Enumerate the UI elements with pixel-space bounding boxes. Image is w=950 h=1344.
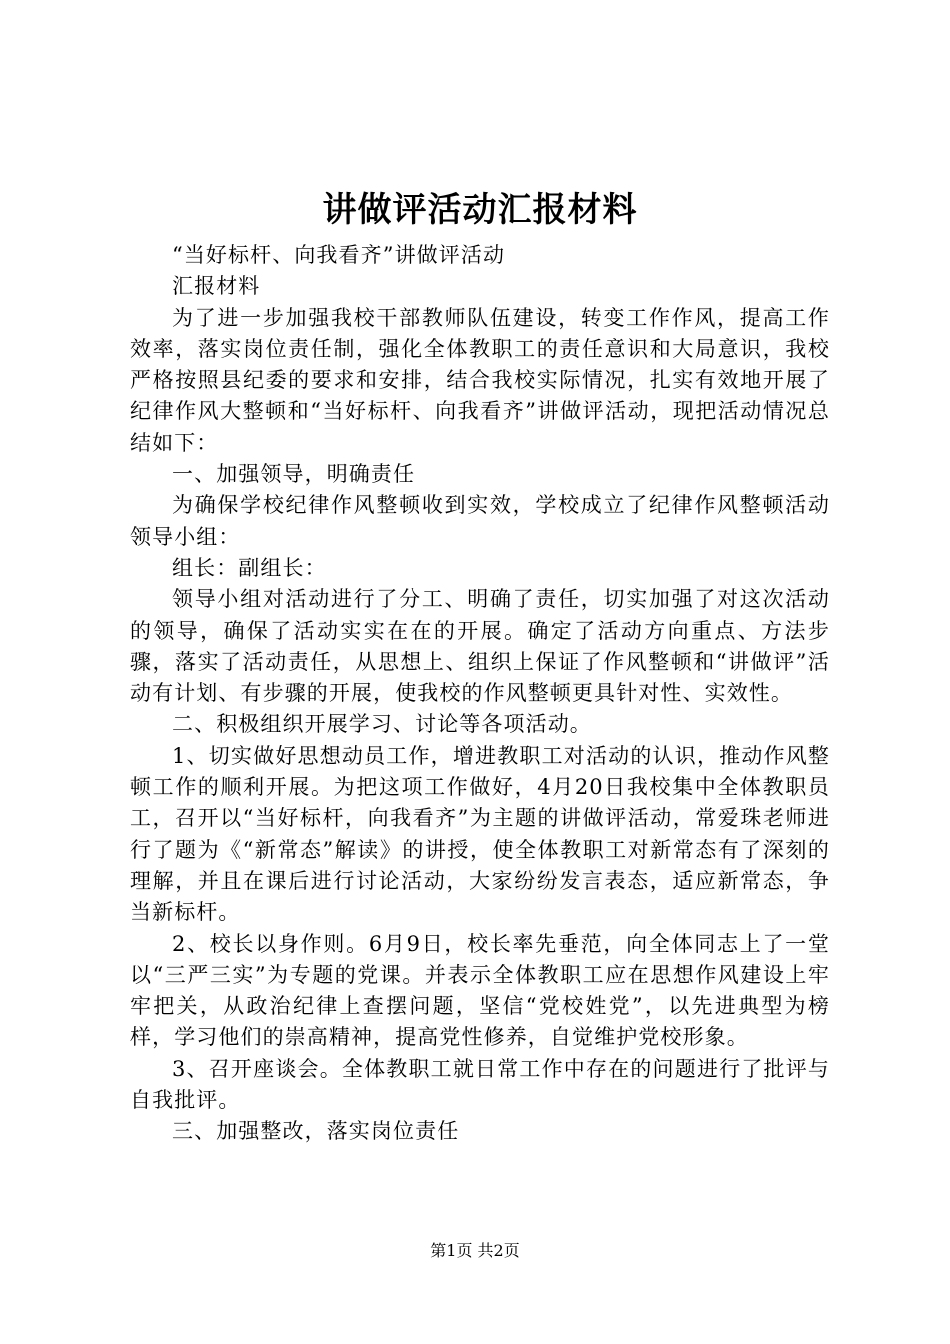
paragraph-item-1: 1、切实做好思想动员工作，增进教职工对活动的认识，推动作风整顿工作的顺利开展。为把这项工作做好，4月20日我校集中全体教职员工，召开以“当好标杆，向我看齐”为主题的讲做评活动，常爱珠老师进行了题为《“新常态”解读》的讲授，使全体教职工对新常态有了深刻的理解，并且在课后进行讨论活动，大家纷纷发言表态，适应新常态，争当新标杆。 [130,743,830,925]
document-page [130,180,830,1148]
paragraph-subtitle-line-1: “当好标杆、向我看齐”讲做评活动 [172,243,506,267]
section-heading-1: 一、加强领导，明确责任 [172,462,416,487]
paragraph-intro: 为了进一步加强我校干部教师队伍建设，转变工作作风，提高工作效率，落实岗位责任制，强化全体教职工的责任意识和大局意识，我校严格按照县纪委的要求和安排，结合我校实际情况，扎实有效地开展了纪律作风大整顿和“当好标杆、向我看齐”讲做评活动，现把活动情况总结如下： [130,305,830,455]
section-heading-3: 三、加强整改，落实岗位责任 [172,1119,460,1144]
paragraph-item-3: 3、召开座谈会。全体教职工就日常工作中存在的问题进行了批评与自我批评。 [130,1056,830,1113]
paragraph-subtitle-line-2: 汇报材料 [172,274,261,299]
document-body [130,240,830,1148]
paragraph-leadership-group: 为确保学校纪律作风整顿收到实效，学校成立了纪律作风整顿活动领导小组： [130,493,830,549]
page-footer: 第1页 共2页 [430,1241,520,1260]
document-title: 讲做评活动汇报材料 [322,190,638,230]
paragraph-item-2: 2、校长以身作则。6月9日，校长率先垂范，向全体同志上了一堂以“三严三实”为专题的党课。并表示全体教职工应在思想作风建设上牢牢把关，从政治纪律上查摆问题，坚信“党校姓党”，以先进典型为榜样，学习他们的崇高精神，提高党性修养，自觉维护党校形象。 [130,931,830,1050]
section-heading-2: 二、积极组织开展学习、讨论等各项活动。 [172,712,592,737]
paragraph-group-members: 组长：副组长： [172,555,327,580]
paragraph-group-duties: 领导小组对活动进行了分工、明确了责任，切实加强了对这次活动的领导，确保了活动实实在在的开展。确定了活动方向重点、方法步骤，落实了活动责任，从思想上、组织上保证了作风整顿和“讲做评”活动有计划、有步骤的开展，使我校的作风整顿更具针对性、实效性。 [130,587,830,706]
